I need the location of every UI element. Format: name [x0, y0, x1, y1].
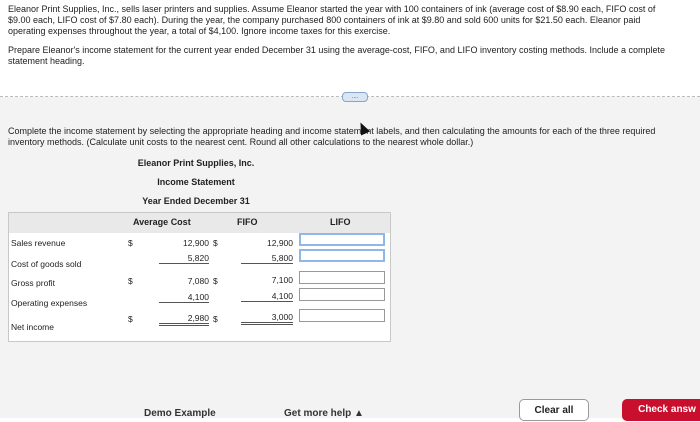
income-statement-table	[8, 212, 391, 342]
fifo-operating-expenses[interactable]: 4,100	[241, 291, 293, 302]
avg-sales-revenue[interactable]: 12,900	[183, 238, 209, 248]
lifo-net-income-input[interactable]	[299, 309, 385, 322]
fifo-cost-of-goods-sold[interactable]: 5,800	[241, 253, 293, 264]
fifo-dollar-sign: $	[213, 276, 218, 286]
avg-dollar-sign: $	[128, 276, 133, 286]
instructions	[8, 126, 655, 148]
row-label-sales-revenue[interactable]: Sales revenue	[11, 238, 66, 248]
avg-operating-expenses[interactable]: 4,100	[159, 292, 209, 303]
fifo-net-income[interactable]: 3,000	[241, 312, 293, 325]
fifo-sales-revenue[interactable]: 12,900	[267, 238, 293, 248]
problem-panel	[0, 0, 700, 92]
row-label-operating-expenses[interactable]: Operating expenses	[11, 298, 88, 308]
problem-line: operating expenses throughout the year, a total of $4,100. Ignore income taxes for this exercise.	[8, 26, 391, 36]
instructions-line: Complete the income statement by selecting the appropriate heading and income statement labels, and then calculating the amounts for each of the three required	[8, 126, 656, 136]
row-label-cost-of-goods-sold[interactable]: Cost of goods sold	[11, 259, 82, 269]
column-header-average-cost: Average Cost	[133, 217, 191, 227]
problem-line: Prepare Eleanor's income statement for the current year ended December 31 using the average-cost, FIFO, and LIFO inventory costing methods. Include a complete	[8, 45, 666, 55]
instructions-line: inventory methods. (Calculate unit costs to the nearest cent. Round all other calculations to the nearest whole dollar.)	[8, 137, 474, 147]
get-more-help-link[interactable]: Get more help ▲	[284, 408, 364, 419]
problem-line: Eleanor Print Supplies, Inc., sells laser printers and supplies. Assume Eleanor started the year with 100 containers of ink (average cost of $8.90 each, FIFO cost of	[8, 4, 656, 14]
check-answer-button[interactable]: Check answ	[622, 399, 700, 421]
avg-dollar-sign: $	[128, 238, 133, 248]
avg-dollar-sign: $	[128, 314, 133, 324]
avg-net-income[interactable]: 2,980	[159, 313, 209, 326]
lifo-cost-of-goods-sold-input[interactable]	[299, 249, 385, 262]
column-header-fifo: FIFO	[237, 217, 258, 227]
problem-line: statement heading.	[8, 56, 85, 66]
lifo-gross-profit-input[interactable]	[299, 271, 385, 284]
fifo-dollar-sign: $	[213, 238, 218, 248]
lifo-sales-revenue-input[interactable]	[299, 233, 385, 246]
clear-all-button[interactable]: Clear all	[519, 399, 589, 421]
fifo-gross-profit[interactable]: 7,100	[271, 275, 293, 285]
expand-more-button[interactable]: ....	[342, 92, 368, 102]
avg-cost-of-goods-sold[interactable]: 5,820	[159, 253, 209, 264]
statement-period[interactable]: Year Ended December 31	[142, 196, 250, 206]
lifo-operating-expenses-input[interactable]	[299, 288, 385, 301]
statement-heading	[90, 154, 302, 211]
fifo-dollar-sign: $	[213, 314, 218, 324]
statement-title[interactable]: Income Statement	[157, 177, 235, 187]
avg-gross-profit[interactable]: 7,080	[187, 276, 209, 286]
row-label-gross-profit[interactable]: Gross profit	[11, 278, 55, 288]
problem-line: $9.00 each, LIFO cost of $7.80 each). During the year, the company purchased 800 containers of ink at $9.80 and sold 600 units for $21.50 each. Eleanor paid	[8, 15, 641, 25]
column-header-lifo: LIFO	[330, 217, 351, 227]
row-label-net-income[interactable]: Net income	[11, 322, 54, 332]
company-name[interactable]: Eleanor Print Supplies, Inc.	[137, 158, 255, 168]
problem-text	[8, 4, 698, 67]
demo-example-link[interactable]: Demo Example	[144, 408, 216, 419]
